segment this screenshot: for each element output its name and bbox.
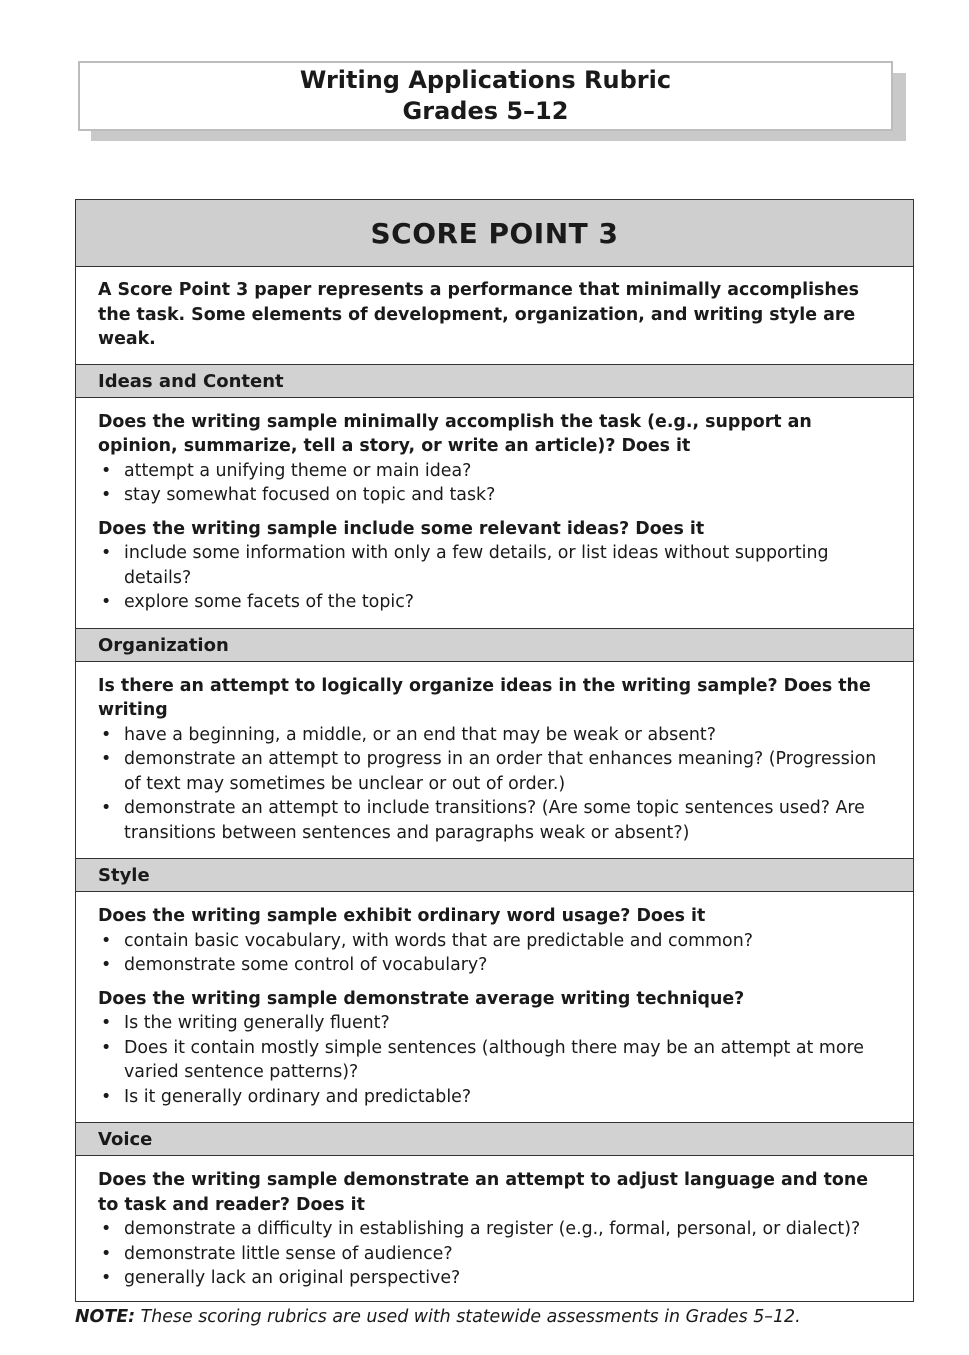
criteria-item: • attempt a unifying theme or main idea?: [98, 459, 891, 484]
footnote-text: These scoring rubrics are used with statewide assessments in Grades 5–12.: [135, 1307, 801, 1327]
criteria-question: Does the writing sample demonstrate an attempt to adjust language and tone to task and reader? Does it: [98, 1170, 869, 1215]
section-heading-style: Style: [76, 859, 913, 892]
criteria-group: [98, 674, 891, 846]
criteria-question: Does the writing sample demonstrate average writing technique?: [98, 988, 745, 1009]
section-body-style: [76, 892, 913, 1123]
criteria-item: • Is it generally ordinary and predictable?: [98, 1085, 891, 1110]
section-body-organization: [76, 662, 913, 860]
score-point-heading: SCORE POINT 3: [76, 200, 913, 267]
criteria-item: • Does it contain mostly simple sentences (although there may be an attempt at more varied sentence patterns)?: [98, 1036, 891, 1085]
criteria-list: [98, 1217, 891, 1291]
criteria-group: [98, 1168, 891, 1291]
section-heading-organization: Organization: [76, 629, 913, 662]
criteria-item: • demonstrate some control of vocabulary?: [98, 953, 891, 978]
section-heading-ideas-content: Ideas and Content: [76, 365, 913, 398]
footnote: [75, 1305, 801, 1329]
criteria-question: Is there an attempt to logically organize ideas in the writing sample? Does the writing: [98, 675, 871, 720]
rubric-table: [75, 199, 914, 1302]
criteria-question: Does the writing sample minimally accomplish the task (e.g., support an opinion, summarize, tell a story, or write an article)? Does it: [98, 411, 812, 456]
criteria-item: • Is the writing generally fluent?: [98, 1011, 891, 1036]
criteria-list: [98, 929, 891, 978]
criteria-item: • generally lack an original perspective?: [98, 1266, 891, 1291]
page-title: Writing Applications Rubric: [299, 66, 672, 94]
criteria-item: • include some information with only a few details, or list ideas without supporting details?: [98, 541, 891, 590]
criteria-group: [98, 410, 891, 508]
section-heading-voice: Voice: [76, 1123, 913, 1156]
title-box: [78, 61, 893, 131]
criteria-item: • demonstrate little sense of audience?: [98, 1242, 891, 1267]
criteria-item: • demonstrate an attempt to progress in an order that enhances meaning? (Progression of text may sometimes be unclear or out of order.): [98, 747, 891, 796]
criteria-question: Does the writing sample exhibit ordinary word usage? Does it: [98, 906, 706, 926]
title-banner: [78, 61, 893, 129]
criteria-list: [98, 723, 891, 846]
criteria-list: [98, 1011, 891, 1109]
section-body-ideas-content: [76, 398, 913, 629]
grade-range: Grades 5–12: [402, 97, 569, 125]
criteria-list: [98, 459, 891, 508]
criteria-item: • demonstrate an attempt to include transitions? (Are some topic sentences used? Are transitions between sentences and paragraphs weak or absent?): [98, 796, 891, 845]
criteria-item: • stay somewhat focused on topic and task?: [98, 483, 891, 508]
criteria-group: [98, 904, 891, 978]
criteria-item: • demonstrate a difficulty in establishing a register (e.g., formal, personal, or dialect)?: [98, 1217, 891, 1242]
footnote-label: NOTE:: [75, 1307, 136, 1327]
score-intro: A Score Point 3 paper represents a performance that minimally accomplishes the task. Some elements of development, organization, and writing style are weak.: [76, 267, 913, 365]
criteria-group: [98, 517, 891, 615]
criteria-question: Does the writing sample include some relevant ideas? Does it: [98, 518, 705, 539]
section-body-voice: [76, 1156, 913, 1301]
criteria-item: • contain basic vocabulary, with words that are predictable and common?: [98, 929, 891, 954]
criteria-item: • explore some facets of the topic?: [98, 590, 891, 615]
criteria-group: [98, 987, 891, 1110]
criteria-list: [98, 541, 891, 615]
criteria-item: • have a beginning, a middle, or an end that may be weak or absent?: [98, 723, 891, 748]
